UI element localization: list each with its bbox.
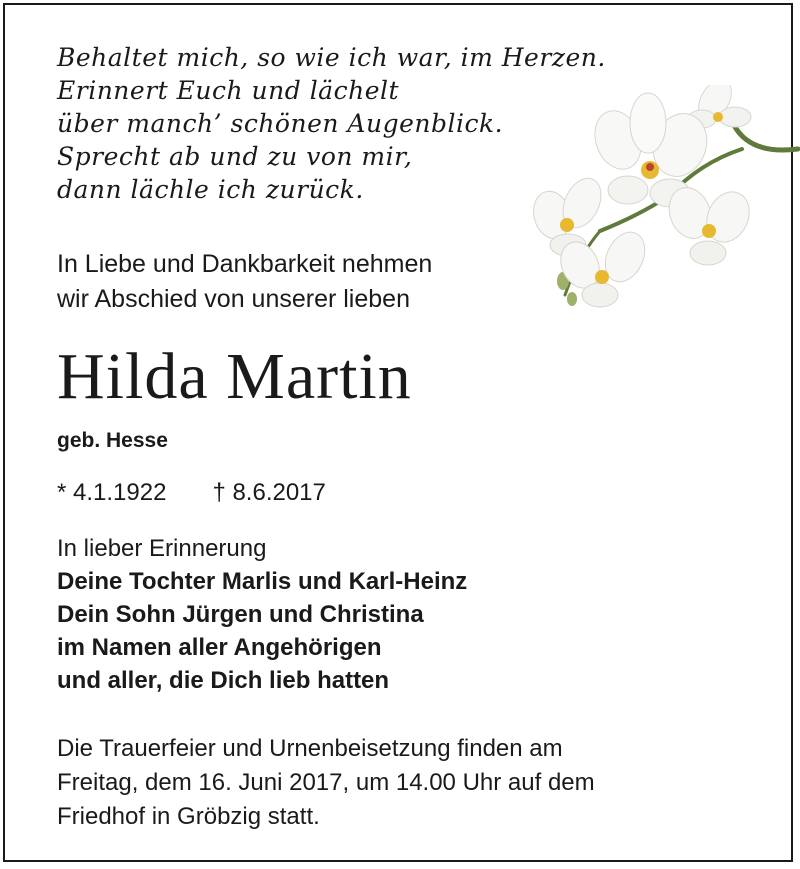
intro-line: wir Abschied von unserer lieben [57, 285, 410, 313]
poem-line: Erinnert Euch und lächelt [57, 76, 400, 105]
mourners-lead: In lieber Erinnerung [57, 535, 267, 562]
birth-date: * 4.1.1922 [57, 479, 167, 506]
obituary-frame [3, 3, 793, 862]
life-dates [57, 477, 326, 509]
deceased-name: Hilda Martin [57, 340, 412, 413]
poem-line: über manch’ schönen Augenblick. [57, 109, 504, 138]
mourner-line: Dein Sohn Jürgen und Christina [57, 601, 424, 628]
memorial-poem [57, 41, 606, 206]
poem-line: Behaltet mich, so wie ich war, im Herzen. [57, 43, 606, 72]
orchid-icon [530, 85, 800, 315]
ceremony-notice [57, 732, 595, 834]
poem-line: dann lächle ich zurück. [57, 175, 364, 204]
death-date: † 8.6.2017 [212, 479, 326, 506]
poem-line: Sprecht ab und zu von mir, [57, 142, 413, 171]
mourner-line: und aller, die Dich lieb hatten [57, 667, 390, 694]
intro-line: In Liebe und Dankbarkeit nehmen [57, 250, 433, 278]
ceremony-line: Freitag, dem 16. Juni 2017, um 14.00 Uhr auf dem [57, 769, 595, 796]
ceremony-line: Die Trauerfeier und Urnenbeisetzung finden am [57, 735, 563, 762]
mourner-line: Deine Tochter Marlis und Karl-Heinz [57, 568, 468, 595]
mourner-line: im Namen aller Angehörigen [57, 634, 382, 661]
maiden-name: geb. Hesse [57, 429, 168, 452]
mourners-block [57, 532, 467, 697]
intro-text [57, 247, 432, 317]
ceremony-line: Friedhof in Gröbzig statt. [57, 803, 320, 830]
